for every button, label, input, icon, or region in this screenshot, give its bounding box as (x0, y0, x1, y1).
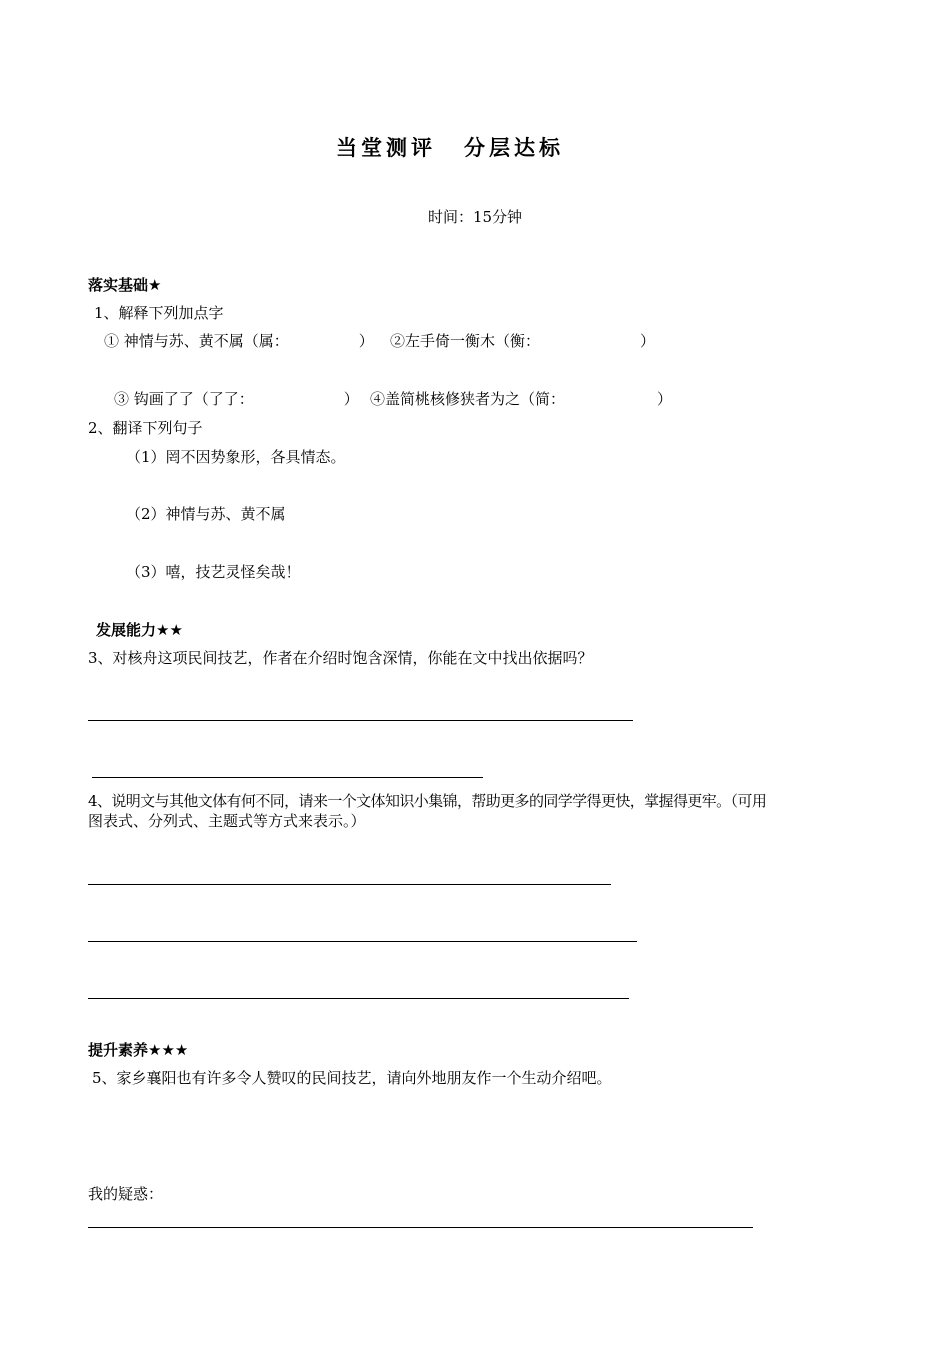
question-4-line-2: 图表式、分列式、主题式等方式来表示。） (88, 812, 366, 830)
question-1-item-a: ① 神情与苏、黄不属（属： ） (104, 332, 374, 350)
section-heading-literacy: 提升素养★★★ (88, 1041, 189, 1059)
section-heading-basic: 落实基础★ (88, 276, 162, 294)
question-2-sentence-3: （3）嘻，技艺灵怪矣哉！ (126, 563, 301, 581)
section-heading-ability: 发展能力★★ (96, 621, 183, 639)
question-1-item-d: ④盖简桃核修狭者为之（简： ） (370, 390, 673, 408)
question-1-item-c: ③ 钩画了了（了了： ） (114, 390, 359, 408)
answer-line (88, 998, 629, 999)
answer-line (88, 884, 611, 885)
title-right: 分层达标 (464, 136, 564, 160)
doubt-label: 我的疑惑： (88, 1185, 164, 1203)
question-2-sentence-2: （2）神情与苏、黄不属 (126, 505, 286, 523)
question-1-item-b: ②左手倚一衡木（衡： ） (390, 332, 656, 350)
answer-line (88, 720, 633, 721)
question-2-sentence-1: （1）罔不因势象形，各具情态。 (126, 448, 346, 466)
question-1-label: 1、解释下列加点字 (94, 304, 224, 322)
title-left: 当堂测评 (336, 136, 436, 160)
question-5: 5、家乡襄阳也有许多令人赞叹的民间技艺，请向外地朋友作一个生动介绍吧。 (92, 1069, 612, 1087)
answer-line (92, 777, 483, 778)
time-info: 时间：15分钟 (427, 208, 523, 226)
question-3: 3、对核舟这项民间技艺，作者在介绍时饱含深情，你能在文中找出依据吗？ (88, 649, 593, 667)
question-4-line-1: 4、说明文与其他文体有何不同，请来一个文体知识小集锦，帮助更多的同学学得更快，掌握得更牢。（可用 (88, 792, 767, 810)
answer-line (88, 941, 637, 942)
question-2-label: 2、翻译下列句子 (88, 419, 203, 437)
page-title (0, 138, 900, 158)
answer-line (88, 1227, 753, 1228)
